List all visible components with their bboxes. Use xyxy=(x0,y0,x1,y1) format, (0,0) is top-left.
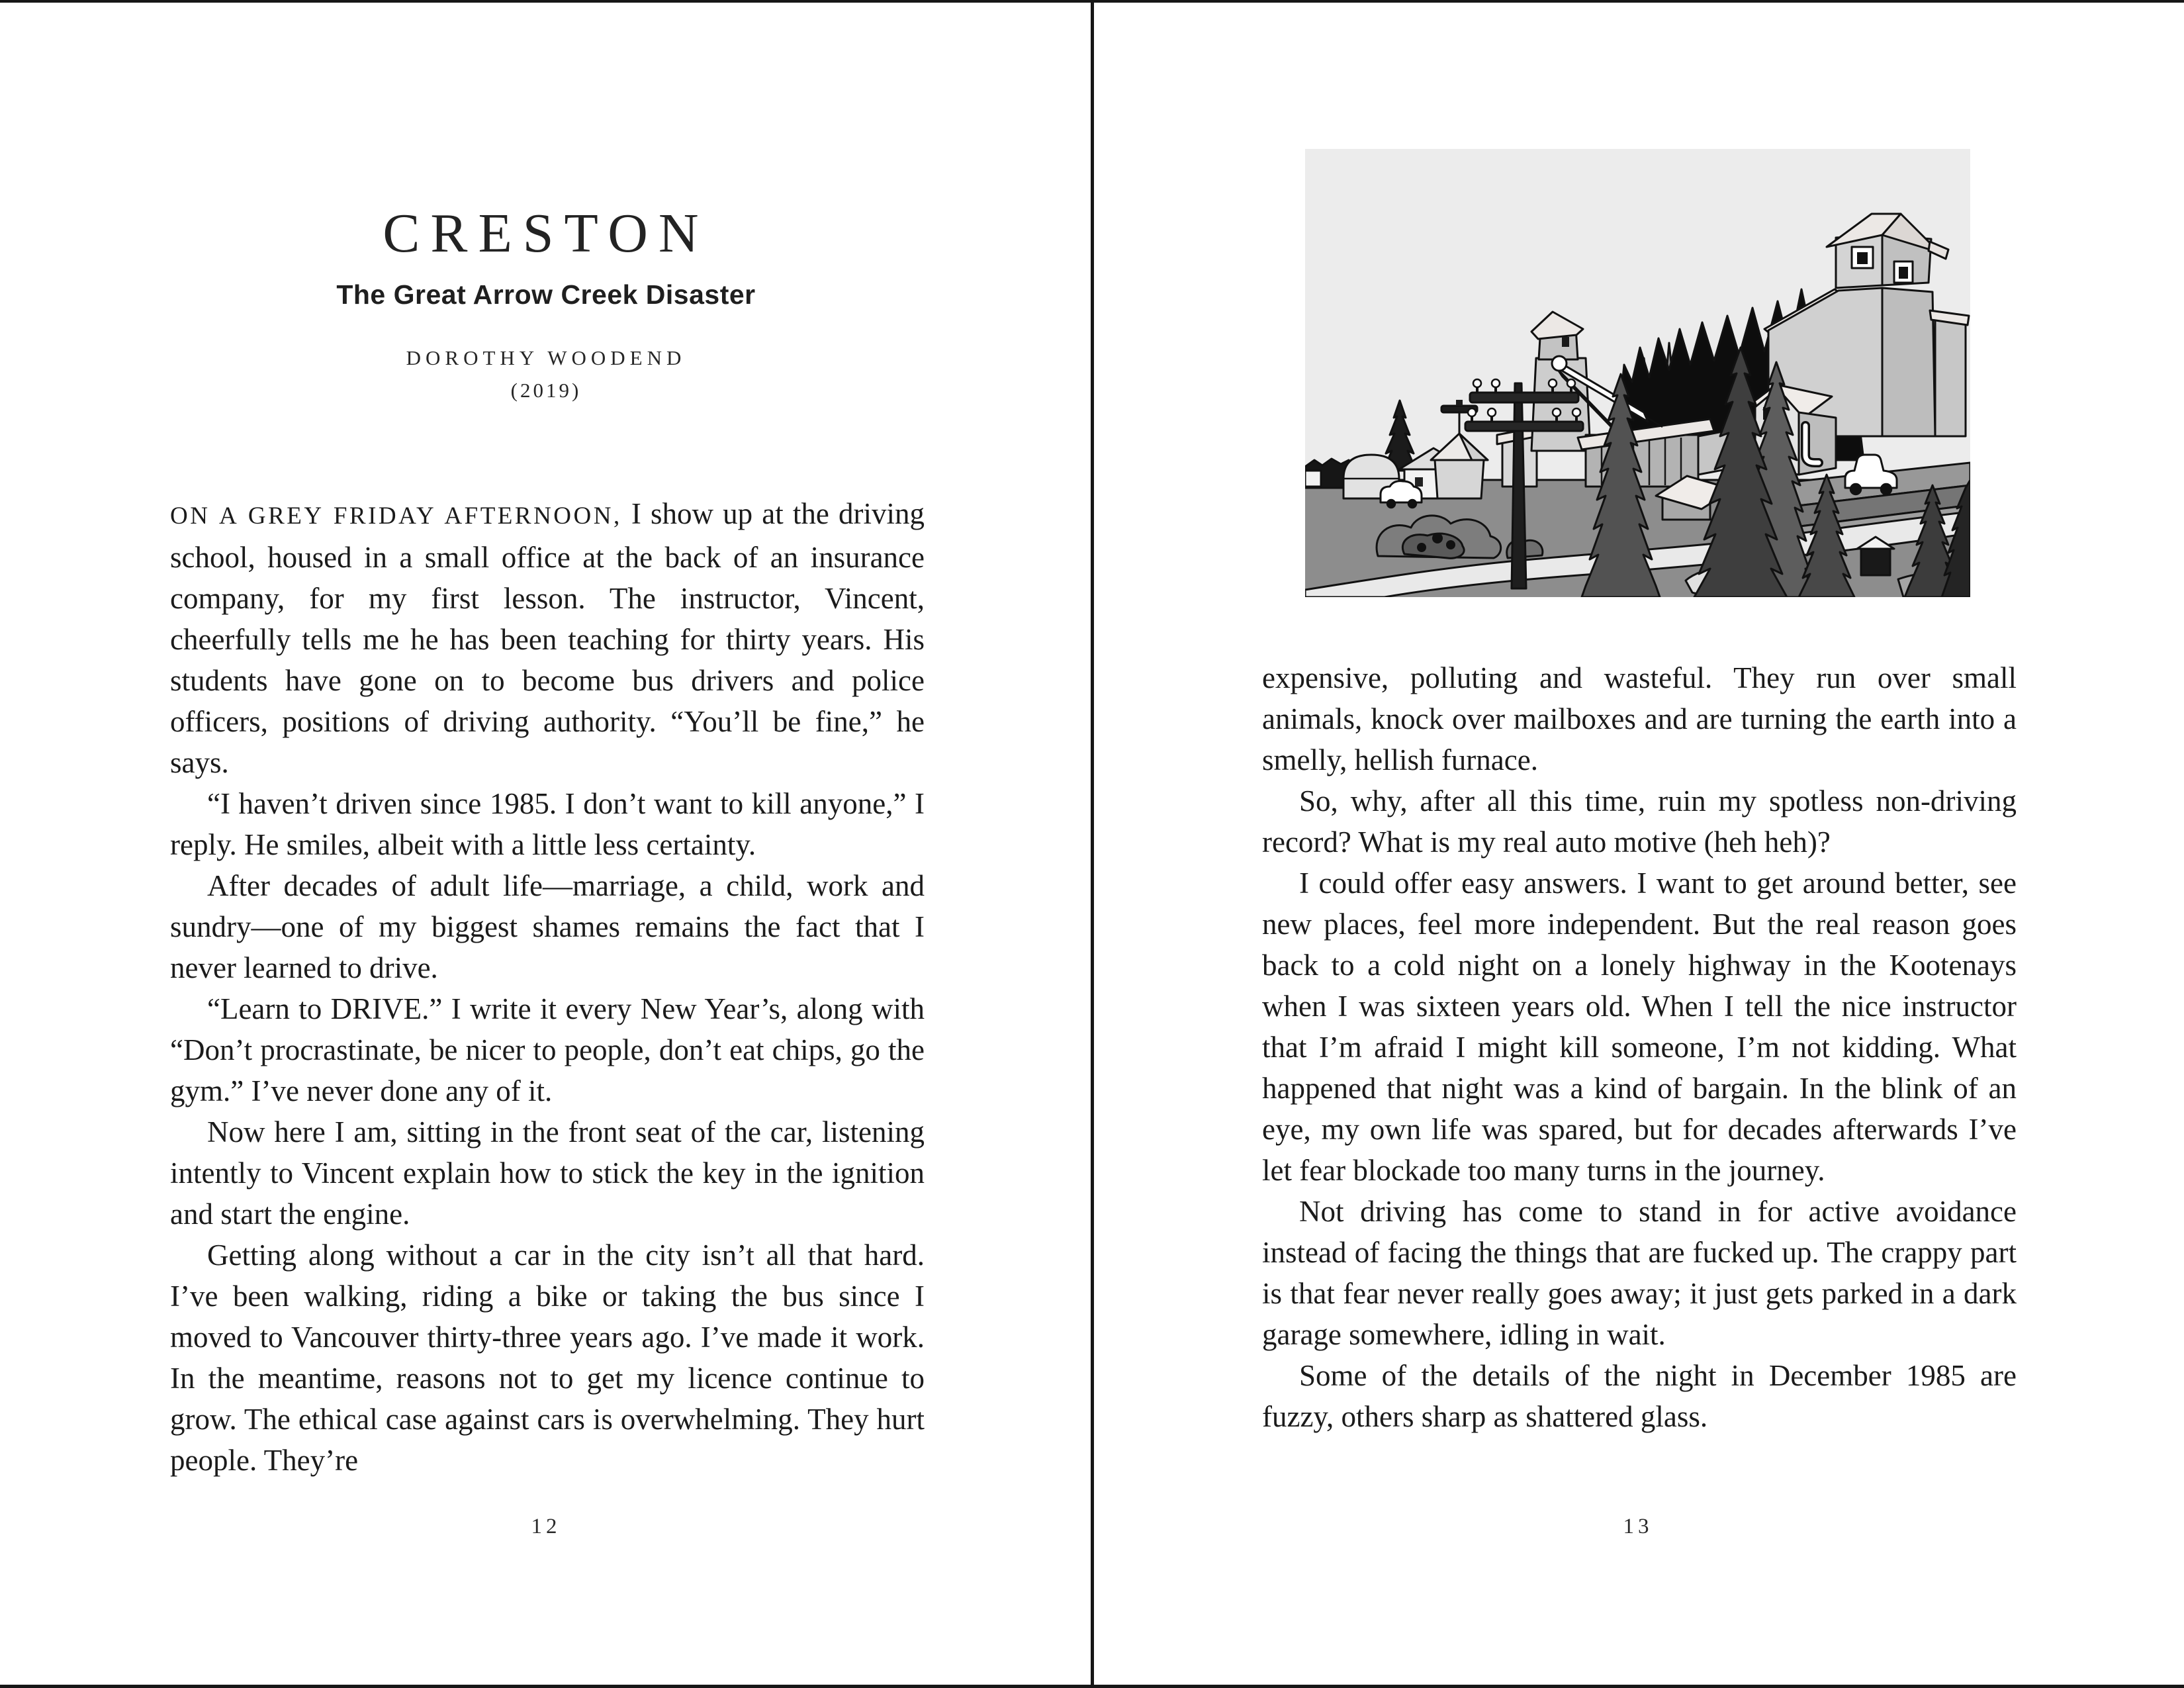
paragraph: I could offer easy answers. I want to get around better, see new places, feel more independent. But the real reason goes back to a cold night on a lonely highway in the Kootenays when I was sixteen years old. When I tell the nice instructor that I’m afraid I might kill someone, I’m not kidding. What happened that night was a kind of bargain. In the blink of an eye, my own life was spared, but for decades afterwards I’ve let fear blockade too many turns in the journey. xyxy=(1262,867,2017,1187)
paragraph: “Learn to DRIVE.” I write it every New Year’s, along with “Don’t procrastinate, be nicer to people, don’t eat chips, go the gym.” I’ve never done any of it. xyxy=(170,992,925,1107)
paragraph: “I haven’t driven since 1985. I don’t want to kill anyone,” I reply. He smiles, albeit with a little less certainty. xyxy=(170,787,925,861)
paragraph: Getting along without a car in the city isn’t all that hard. I’ve been walking, riding a bike or taking the bus since I moved to Vancouver thirty-three years ago. I’ve made it work. In the meantime, reasons not to get my licence continue to grow. The ethical case against cars is overwhelming. They hurt people. They’re xyxy=(170,1239,925,1477)
page-number-right: 13 xyxy=(1623,1515,1653,1538)
small-caps-lead: ON A GREY FRIDAY AFTERNOON, xyxy=(170,502,622,530)
chapter-title: CRESTON xyxy=(383,203,709,264)
paragraph: expensive, polluting and wasteful. They run over small animals, knock over mailboxes and are turning the earth into a smelly, hellish furnace. xyxy=(1262,661,2017,776)
chapter-year: (2019) xyxy=(510,379,582,402)
left-page-body xyxy=(170,493,925,1481)
paragraph: Not driving has come to stand in for active avoidance instead of facing the things that are fucked up. The crappy part is that fear never really goes away; it just gets parked in a dark garage somewhere, idling in wait. xyxy=(1262,1195,2017,1351)
paragraph: Now here I am, sitting in the front seat of the car, listening intently to Vincent explain how to stick the key in the ignition and start the engine. xyxy=(170,1115,925,1231)
town-illustration xyxy=(1305,149,1970,597)
page-number-left: 12 xyxy=(531,1515,561,1538)
paragraph-text: I show up at the driving school, housed in a small office at the back of an insurance company, for my first lesson. The instructor, Vincent, cheerfully tells me he has been teaching for thirty years. His students have gone on to become bus drivers and police officers, positions of driving authority. “You’ll be fine,” he says. xyxy=(170,497,925,779)
right-page xyxy=(1092,0,2184,1688)
chapter-subtitle: The Great Arrow Creek Disaster xyxy=(336,279,756,310)
right-page-body xyxy=(1262,657,2017,1437)
paragraph: After decades of adult life—marriage, a child, work and sundry—one of my biggest shames remains the fact that I never learned to drive. xyxy=(170,869,925,984)
paragraph: So, why, after all this time, ruin my spotless non-driving record? What is my real auto motive (heh heh)? xyxy=(1262,784,2017,859)
paragraph xyxy=(170,493,925,783)
chapter-author: DOROTHY WOODEND xyxy=(406,346,686,369)
paragraph: Some of the details of the night in December 1985 are fuzzy, others sharp as shattered glass. xyxy=(1262,1359,2017,1433)
